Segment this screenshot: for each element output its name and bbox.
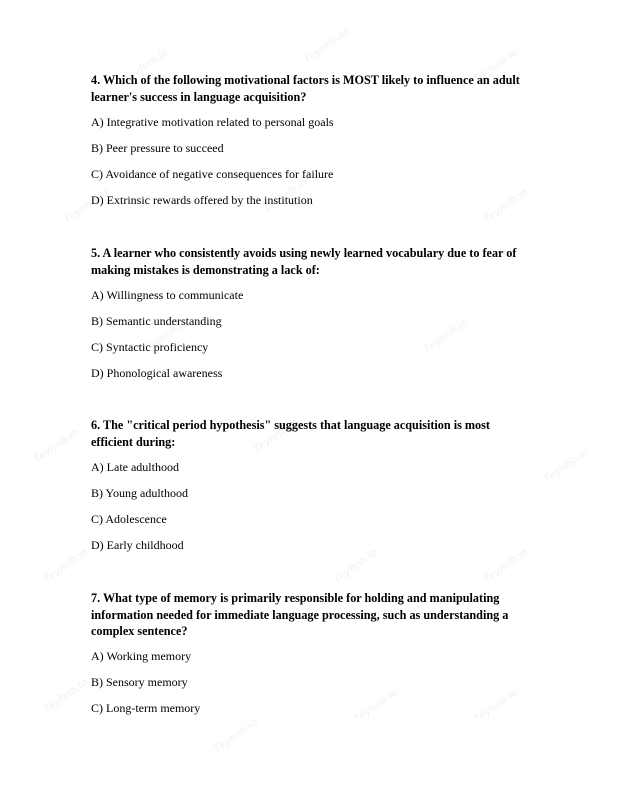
watermark <box>211 716 260 755</box>
question-prompt: 4. Which of the following motivational factors is MOST likely to influence an adult learner's success in language acquisition? <box>91 73 520 104</box>
answer-option: C) Adolescence <box>91 512 167 526</box>
watermark <box>41 676 90 715</box>
answer-option: A) Integrative motivation related to personal goals <box>91 115 334 129</box>
question-prompt: 6. The "critical period hypothesis" suggests that language acquisition is most efficient during: <box>91 418 490 449</box>
answer-option: D) Extrinsic rewards offered by the institution <box>91 193 313 207</box>
answer-option: B) Young adulthood <box>91 486 189 500</box>
answer-option: D) Early childhood <box>91 538 184 552</box>
question-6 <box>91 417 531 557</box>
watermark <box>41 546 90 585</box>
answer-option: A) Working memory <box>91 649 192 663</box>
question-4 <box>91 72 531 212</box>
question-prompt: 5. A learner who consistently avoids using newly learned vocabulary due to fear of making mistakes is demonstrating a lack of: <box>91 246 517 277</box>
question-7 <box>91 590 531 720</box>
answer-option: A) Late adulthood <box>91 460 179 474</box>
answer-option: B) Peer pressure to succeed <box>91 141 224 155</box>
watermark <box>541 446 590 485</box>
watermark <box>31 426 80 465</box>
answer-option: D) Phonological awareness <box>91 366 223 380</box>
question-5 <box>91 245 531 385</box>
answer-option: B) Sensory memory <box>91 675 188 689</box>
answer-option: A) Willingness to communicate <box>91 288 244 302</box>
answer-option: C) Long-term memory <box>91 701 201 715</box>
answer-option: B) Semantic understanding <box>91 314 222 328</box>
watermark <box>301 26 350 65</box>
question-prompt: 7. What type of memory is primarily responsible for holding and manipulating information needed for immediate language processing, such as understanding a complex sentence? <box>91 591 509 638</box>
answer-option: C) Syntactic proficiency <box>91 340 209 354</box>
answer-option: C) Avoidance of negative consequences for failure <box>91 167 334 181</box>
